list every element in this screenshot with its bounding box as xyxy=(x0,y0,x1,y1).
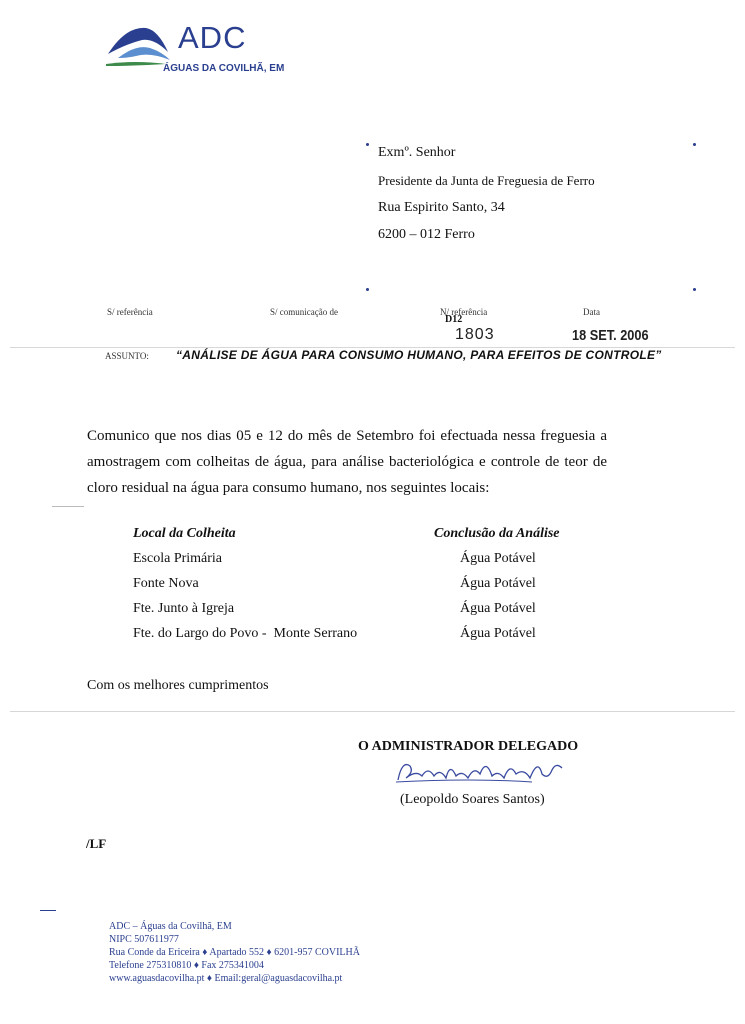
ref-label-n-ref: N/ referência xyxy=(440,307,488,317)
ref-number-stamp: 1803 xyxy=(455,326,495,343)
table-cell-conclusion: Água Potável xyxy=(460,551,536,566)
recipient-postal: 6200 – 012 Ferro xyxy=(378,227,475,242)
table-cell-local: Fte. do Largo do Povo - Monte Serrano xyxy=(133,626,358,641)
table-cell-conclusion: Água Potável xyxy=(460,626,536,641)
corner-dot xyxy=(693,143,696,146)
logo-text: ADC xyxy=(178,20,247,55)
table-cell-local: Escola Primária xyxy=(133,551,223,566)
corner-dot xyxy=(366,143,369,146)
body-paragraph: Comunico que nos dias 05 e 12 do mês de Setembro foi efectuada nessa freguesia a amostragem com colheitas de água, para análise bacteriológica e controle de teor de cloro residual na água para consumo humano, nos seguintes locais: xyxy=(87,428,607,496)
footer-phone: Telefone 275310810 ♦ Fax 275341004 xyxy=(109,960,264,971)
footer-rule xyxy=(40,910,56,911)
footer-address: Rua Conde da Ericeira ♦ Apartado 552 ♦ 6201-957 COVILHÃ xyxy=(109,947,360,958)
signatory-name: (Leopoldo Soares Santos) xyxy=(400,792,545,807)
initials: /LF xyxy=(86,836,107,851)
footer-nipc: NIPC 507611977 xyxy=(109,934,179,945)
table-cell-conclusion: Água Potável xyxy=(460,601,536,616)
margin-mark xyxy=(52,506,84,507)
signatory-role: O ADMINISTRADOR DELEGADO xyxy=(358,739,579,754)
closing-text: Com os melhores cumprimentos xyxy=(87,678,269,693)
handwritten-signature xyxy=(392,752,567,792)
table-header-conclusion: Conclusão da Análise xyxy=(434,526,560,541)
ref-label-s-ref: S/ referência xyxy=(107,307,153,317)
ref-label-data: Data xyxy=(583,307,600,317)
table-header-local: Local da Colheita xyxy=(133,526,236,541)
footer-company: ADC – Águas da Covilhã, EM xyxy=(109,921,232,932)
table-cell-conclusion: Água Potável xyxy=(460,576,536,591)
subject-text: “ANÁLISE DE ÁGUA PARA CONSUMO HUMANO, PARA EFEITOS DE CONTROLE” xyxy=(176,348,662,362)
corner-dot xyxy=(693,288,696,291)
scan-rule xyxy=(10,711,735,712)
footer-web: www.aguasdacovilha.pt ♦ Email:geral@aguasdacovilha.pt xyxy=(109,973,343,984)
ref-label-s-com: S/ comunicação de xyxy=(270,307,338,317)
table-cell-local: Fonte Nova xyxy=(133,576,199,591)
recipient-title: Presidente da Junta de Freguesia de Ferro xyxy=(378,173,595,188)
ref-code: D12 xyxy=(445,314,463,325)
date-stamp: 18 SET. 2006 xyxy=(572,327,649,344)
recipient-salutation: Exmº. Senhor xyxy=(378,145,456,160)
corner-dot xyxy=(366,288,369,291)
logo-subtitle: ÁGUAS DA COVILHÃ, EM xyxy=(163,63,285,74)
recipient-address: Rua Espirito Santo, 34 xyxy=(378,200,505,215)
table-cell-local: Fte. Junto à Igreja xyxy=(133,601,235,616)
subject-label: ASSUNTO: xyxy=(105,351,149,361)
